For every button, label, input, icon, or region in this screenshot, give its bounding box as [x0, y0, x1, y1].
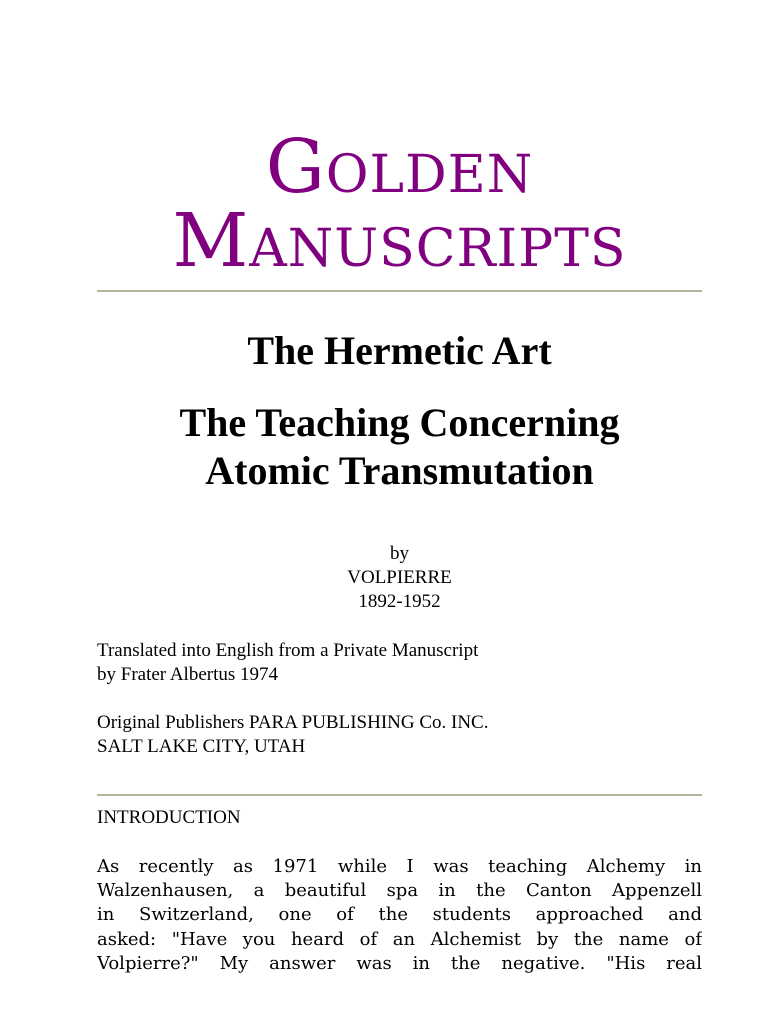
- byline: [97, 542, 702, 614]
- byline-by: by: [390, 543, 409, 564]
- translation-line-1: Translated into English from a Private Manuscript: [97, 640, 479, 661]
- introduction-paragraph: [97, 855, 702, 976]
- paragraph-line: As recently as 1971 while I was teaching Alchemy in: [97, 856, 702, 877]
- heading-teaching: [97, 399, 702, 495]
- byline-author: VOLPIERRE: [347, 567, 452, 588]
- heading-hermetic-art: The Hermetic Art: [247, 328, 552, 373]
- translation-line-2: by Frater Albertus 1974: [97, 664, 279, 685]
- paragraph-line: in Switzerland, one of the students approached and: [97, 904, 702, 926]
- title-line-1: Golden: [265, 124, 534, 210]
- paragraph-line: Volpierre?" My answer was in the negative. "His real: [97, 952, 702, 974]
- top-divider: [97, 290, 702, 292]
- publisher-note: [97, 711, 702, 759]
- byline-years: 1892-1952: [358, 591, 441, 612]
- section-divider: [97, 794, 702, 796]
- paragraph-line: Walzenhausen, a beautiful spa in the Canton Appenzell: [97, 880, 702, 902]
- section-label-introduction: INTRODUCTION: [97, 807, 241, 828]
- heading-teaching-line-2: Atomic Transmutation: [205, 448, 594, 493]
- heading-teaching-line-1: The Teaching Concerning: [179, 400, 620, 445]
- translation-note: [97, 639, 702, 687]
- document-title: [97, 124, 702, 284]
- title-line-2: Manuscripts: [172, 198, 627, 284]
- publisher-line-2: SALT LAKE CITY, UTAH: [97, 736, 306, 757]
- document-page: [97, 0, 702, 1024]
- publisher-line-1: Original Publishers PARA PUBLISHING Co. INC.: [97, 712, 489, 733]
- paragraph-line: asked: "Have you heard of an Alchemist by the name of: [97, 928, 702, 950]
